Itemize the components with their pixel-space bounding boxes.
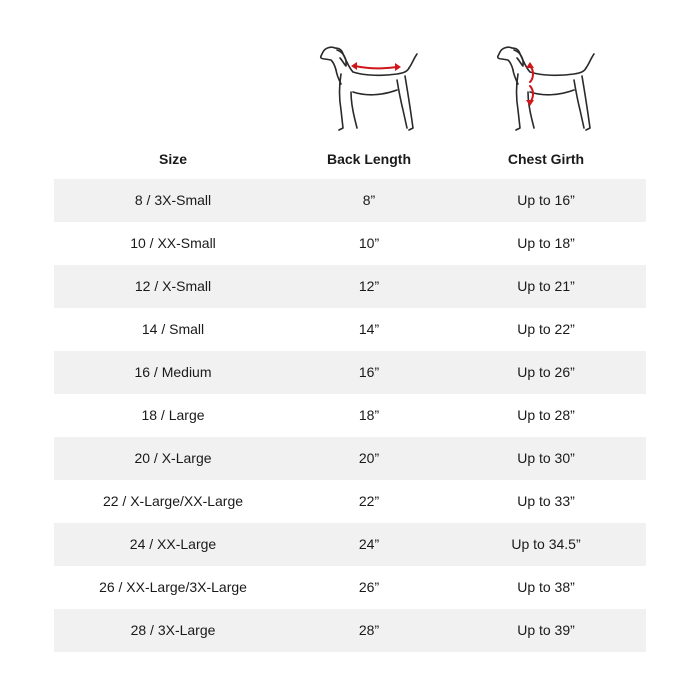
table-row [54,394,646,437]
dog-back-length-icon [313,40,423,140]
chest-girth-cell: Up to 26” [517,364,575,380]
chest-girth-cell: Up to 38” [517,579,575,595]
header-chest-girth: Chest Girth [507,151,585,167]
back-length-cell: 28” [358,622,380,638]
back-length-cell: 20” [358,450,380,466]
size-cell: 16 / Medium [134,364,212,380]
table-row [54,222,646,265]
chest-girth-cell: Up to 39” [517,622,575,638]
back-length-cell: 14” [358,321,380,337]
table-row [54,566,646,609]
chest-girth-cell: Up to 34.5” [511,536,581,552]
size-chart-table [54,179,646,652]
table-row [54,179,646,222]
chest-girth-cell: Up to 33” [517,493,575,509]
dog-chest-girth-icon [490,40,600,140]
size-cell: 22 / X-Large/XX-Large [102,493,244,509]
table-row [54,308,646,351]
table-header [54,148,646,170]
back-length-cell: 26” [358,579,380,595]
table-row [54,437,646,480]
header-size: Size [158,151,187,167]
size-cell: 24 / XX-Large [129,536,217,552]
size-cell: 8 / 3X-Small [134,192,212,208]
chest-girth-cell: Up to 18” [517,235,575,251]
chest-girth-cell: Up to 30” [517,450,575,466]
chest-girth-cell: Up to 22” [517,321,575,337]
size-cell: 28 / 3X-Large [130,622,216,638]
size-cell: 12 / X-Small [134,278,212,294]
back-length-cell: 8” [362,192,376,208]
chest-girth-cell: Up to 16” [517,192,575,208]
back-length-cell: 16” [358,364,380,380]
back-length-cell: 24” [358,536,380,552]
size-cell: 14 / Small [141,321,205,337]
back-length-cell: 18” [358,407,380,423]
table-row [54,609,646,652]
table-row [54,523,646,566]
table-row [54,480,646,523]
size-cell: 20 / X-Large [134,450,212,466]
size-cell: 10 / XX-Small [130,235,216,251]
size-cell: 18 / Large [141,407,205,423]
header-back-length: Back Length [326,151,411,167]
chest-girth-cell: Up to 28” [517,407,575,423]
back-length-cell: 22” [358,493,380,509]
size-cell: 26 / XX-Large/3X-Large [99,579,247,595]
back-length-cell: 10” [358,235,380,251]
table-row [54,351,646,394]
chest-girth-cell: Up to 21” [517,278,575,294]
back-length-cell: 12” [358,278,380,294]
table-row [54,265,646,308]
